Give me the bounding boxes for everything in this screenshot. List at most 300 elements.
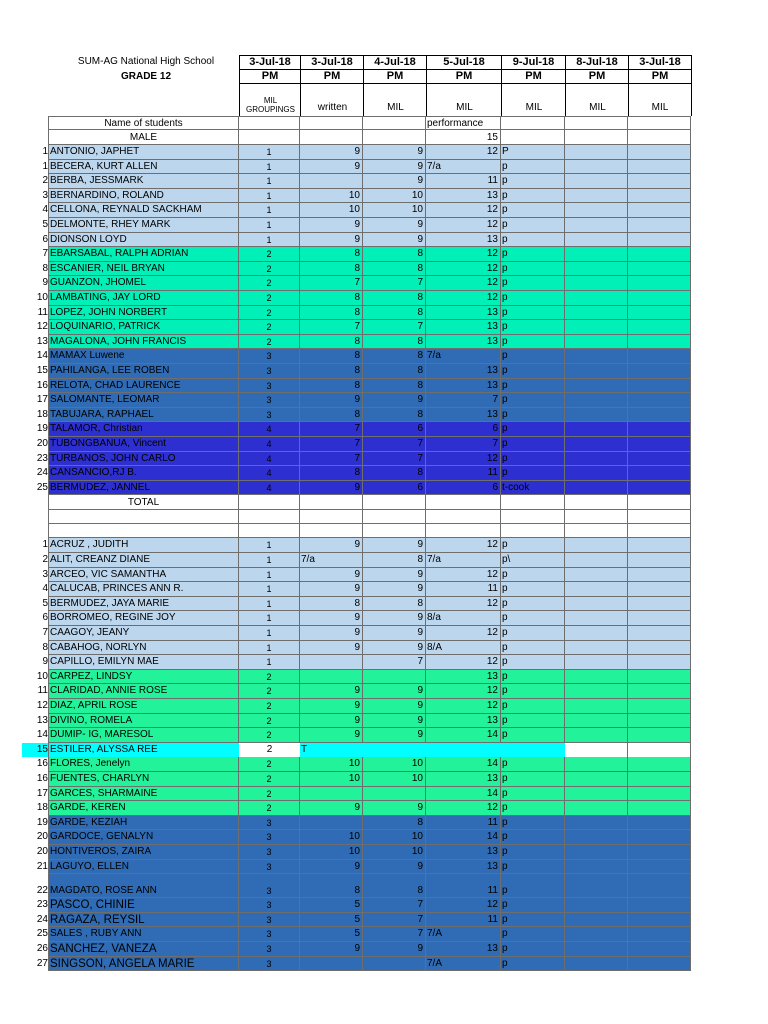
cell[interactable]	[239, 130, 300, 145]
empty-cell[interactable]	[501, 524, 565, 538]
student-name[interactable]: ACRUZ , JUDITH	[48, 538, 239, 553]
empty-cell[interactable]	[628, 772, 691, 787]
written-score[interactable]: 8	[300, 262, 363, 277]
student-name[interactable]: GARDOCE, GENALYN	[48, 830, 239, 845]
empty-cell[interactable]	[565, 860, 628, 875]
mil-score-1[interactable]: 10	[363, 845, 426, 860]
group-cell[interactable]: 3	[239, 349, 300, 364]
mil-performance-score[interactable]: 13	[426, 306, 501, 321]
cell[interactable]	[300, 116, 363, 130]
mil-score-1[interactable]: 7	[363, 276, 426, 291]
mil-score-1[interactable]: 9	[363, 641, 426, 656]
group-cell[interactable]: 4	[239, 481, 300, 496]
cell[interactable]	[239, 116, 300, 130]
group-cell[interactable]: 2	[239, 670, 300, 685]
mil-performance-score[interactable]: 13	[426, 772, 501, 787]
mil-performance-score[interactable]: 13	[426, 408, 501, 423]
empty-cell[interactable]	[628, 874, 691, 898]
empty-cell[interactable]	[565, 233, 628, 248]
mil-attendance[interactable]: p	[501, 466, 565, 481]
mil-attendance[interactable]: p	[501, 860, 565, 875]
mil-performance-score[interactable]: 11	[426, 913, 501, 928]
empty-cell[interactable]	[628, 481, 691, 496]
student-name[interactable]: DELMONTE, RHEY MARK	[48, 218, 239, 233]
mil-attendance[interactable]: p	[501, 452, 565, 467]
group-cell[interactable]: 2	[239, 699, 300, 714]
empty-cell[interactable]	[628, 801, 691, 816]
empty-cell[interactable]	[565, 320, 628, 335]
mil-performance-score[interactable]: 12	[426, 262, 501, 277]
mil-attendance[interactable]: P	[501, 145, 565, 160]
mil-score-1[interactable]: 8	[363, 597, 426, 612]
student-name[interactable]: EBARSABAL, RALPH ADRIAN	[48, 247, 239, 262]
cell[interactable]	[300, 130, 363, 145]
empty-cell[interactable]	[426, 510, 501, 524]
cell[interactable]	[363, 116, 426, 130]
group-cell[interactable]: 3	[239, 860, 300, 875]
mil-attendance[interactable]: p	[501, 957, 565, 972]
mil-attendance[interactable]: p	[501, 393, 565, 408]
cell[interactable]	[501, 130, 565, 145]
mil-attendance[interactable]: p	[501, 611, 565, 626]
empty-cell[interactable]	[565, 728, 628, 743]
empty-cell[interactable]	[565, 364, 628, 379]
written-score[interactable]: 9	[300, 942, 363, 957]
mil-attendance[interactable]: p	[501, 699, 565, 714]
empty-cell[interactable]	[628, 510, 691, 524]
mil-attendance[interactable]: p	[501, 538, 565, 553]
group-cell[interactable]: 3	[239, 364, 300, 379]
written-score[interactable]: 8	[300, 349, 363, 364]
empty-cell[interactable]	[628, 524, 691, 538]
mil-attendance[interactable]	[501, 743, 565, 758]
written-score[interactable]	[300, 787, 363, 802]
empty-cell[interactable]	[565, 927, 628, 942]
mil-attendance[interactable]: p	[501, 233, 565, 248]
written-score[interactable]: 8	[300, 306, 363, 321]
empty-cell[interactable]	[628, 957, 691, 972]
mil-attendance[interactable]: p	[501, 437, 565, 452]
group-cell[interactable]: 3	[239, 927, 300, 942]
group-cell[interactable]: 2	[239, 714, 300, 729]
empty-cell[interactable]	[628, 189, 691, 204]
mil-performance-score[interactable]: 7	[426, 437, 501, 452]
mil-attendance[interactable]: p	[501, 728, 565, 743]
empty-cell[interactable]	[565, 942, 628, 957]
empty-cell[interactable]	[565, 466, 628, 481]
mil-performance-score[interactable]: 14	[426, 757, 501, 772]
empty-cell[interactable]	[565, 276, 628, 291]
empty-cell[interactable]	[628, 262, 691, 277]
group-cell[interactable]: 1	[239, 655, 300, 670]
student-name[interactable]: LOQUINARIO, PATRICK	[48, 320, 239, 335]
empty-cell[interactable]	[628, 816, 691, 831]
mil-score-1[interactable]: 7	[363, 437, 426, 452]
empty-cell[interactable]	[628, 611, 691, 626]
mil-performance-score[interactable]: 7/A	[426, 957, 501, 972]
mil-performance-score[interactable]: 6	[426, 422, 501, 437]
mil-score-1[interactable]: 8	[363, 379, 426, 394]
mil-performance-score[interactable]: 12	[426, 597, 501, 612]
mil-attendance[interactable]: p	[501, 626, 565, 641]
student-name[interactable]: LAMBATING, JAY LORD	[48, 291, 239, 306]
group-cell[interactable]: 2	[239, 306, 300, 321]
mil-score-1[interactable]: 8	[363, 262, 426, 277]
empty-cell[interactable]	[565, 626, 628, 641]
written-score[interactable]: 10	[300, 757, 363, 772]
student-name[interactable]: SINGSON, ANGELA MARIE	[48, 957, 239, 972]
mil-performance-score[interactable]: 7/A	[426, 927, 501, 942]
written-score[interactable]: 9	[300, 860, 363, 875]
group-cell[interactable]: 2	[239, 335, 300, 350]
empty-cell[interactable]	[628, 626, 691, 641]
written-score[interactable]: 9	[300, 611, 363, 626]
cell[interactable]	[628, 116, 691, 130]
mil-score-1[interactable]: 9	[363, 860, 426, 875]
student-name[interactable]: SANCHEZ, VANEZA	[48, 942, 239, 957]
group-cell[interactable]: 1	[239, 553, 300, 568]
cell[interactable]	[565, 130, 628, 145]
written-score[interactable]: 9	[300, 481, 363, 496]
student-name[interactable]: MAGALONA, JOHN FRANCIS	[48, 335, 239, 350]
written-score[interactable]: 10	[300, 189, 363, 204]
empty-cell[interactable]	[628, 145, 691, 160]
empty-cell[interactable]	[628, 160, 691, 175]
empty-cell[interactable]	[239, 524, 300, 538]
mil-attendance[interactable]: p	[501, 787, 565, 802]
group-cell[interactable]: 2	[239, 291, 300, 306]
mil-performance-score[interactable]: 7	[426, 393, 501, 408]
mil-performance-score[interactable]: 11	[426, 466, 501, 481]
mil-attendance[interactable]: p	[501, 379, 565, 394]
student-name[interactable]: CELLONA, REYNALD SACKHAM	[48, 203, 239, 218]
empty-cell[interactable]	[565, 597, 628, 612]
mil-performance-score[interactable]: 13	[426, 942, 501, 957]
empty-cell[interactable]	[628, 422, 691, 437]
group-cell[interactable]: 2	[239, 728, 300, 743]
written-score[interactable]: 9	[300, 582, 363, 597]
mil-score-1[interactable]: 9	[363, 684, 426, 699]
empty-cell[interactable]	[628, 757, 691, 772]
mil-attendance[interactable]: p	[501, 927, 565, 942]
empty-cell[interactable]	[628, 538, 691, 553]
empty-cell[interactable]	[565, 553, 628, 568]
mil-performance-score[interactable]: 12	[426, 568, 501, 583]
student-name[interactable]: GARDE, KEREN	[48, 801, 239, 816]
mil-score-1[interactable]: 9	[363, 218, 426, 233]
empty-cell[interactable]	[565, 898, 628, 913]
mil-performance-score[interactable]: 13	[426, 335, 501, 350]
cell[interactable]	[565, 116, 628, 130]
group-cell[interactable]: 1	[239, 189, 300, 204]
group-cell[interactable]: 2	[239, 743, 300, 758]
group-cell[interactable]: 4	[239, 466, 300, 481]
written-score[interactable]: 7	[300, 422, 363, 437]
empty-cell[interactable]	[628, 393, 691, 408]
empty-cell[interactable]	[628, 276, 691, 291]
mil-attendance[interactable]: p\	[501, 553, 565, 568]
mil-performance-score[interactable]: 13	[426, 189, 501, 204]
mil-performance-score[interactable]: 13	[426, 233, 501, 248]
empty-cell[interactable]	[426, 524, 501, 538]
written-score[interactable]: 8	[300, 291, 363, 306]
student-name[interactable]: MAGDATO, ROSE ANN	[48, 874, 239, 898]
written-score[interactable]: 9	[300, 699, 363, 714]
mil-score-1[interactable]: 9	[363, 728, 426, 743]
group-cell[interactable]: 1	[239, 597, 300, 612]
empty-cell[interactable]	[565, 189, 628, 204]
written-score[interactable]: 8	[300, 874, 363, 898]
group-cell[interactable]: 1	[239, 582, 300, 597]
empty-cell[interactable]	[565, 393, 628, 408]
written-score[interactable]: 10	[300, 830, 363, 845]
mil-attendance[interactable]: p	[501, 942, 565, 957]
cell[interactable]	[628, 495, 691, 510]
empty-cell[interactable]	[565, 291, 628, 306]
mil-score-1[interactable]: 8	[363, 247, 426, 262]
empty-cell[interactable]	[628, 408, 691, 423]
written-score[interactable]: 5	[300, 913, 363, 928]
mil-performance-score[interactable]	[426, 743, 501, 758]
mil-score-1[interactable]: 7	[363, 320, 426, 335]
empty-cell[interactable]	[565, 437, 628, 452]
written-score[interactable]: 8	[300, 597, 363, 612]
student-name[interactable]: PASCO, CHINIE	[48, 898, 239, 913]
written-score[interactable]: 7	[300, 437, 363, 452]
student-name[interactable]: ESTILER, ALYSSA REE	[48, 743, 239, 758]
empty-cell[interactable]	[565, 174, 628, 189]
mil-score-1[interactable]	[363, 670, 426, 685]
cell[interactable]	[363, 130, 426, 145]
empty-cell[interactable]	[565, 611, 628, 626]
mil-attendance[interactable]: p	[501, 684, 565, 699]
mil-performance-score[interactable]: 8/a	[426, 611, 501, 626]
mil-score-1[interactable]: 8	[363, 364, 426, 379]
empty-cell[interactable]	[565, 582, 628, 597]
student-name[interactable]: MAMAX Luwene	[48, 349, 239, 364]
mil-performance-score[interactable]: 13	[426, 860, 501, 875]
mil-attendance[interactable]: p	[501, 276, 565, 291]
empty-cell[interactable]	[628, 714, 691, 729]
mil-score-1[interactable]: 9	[363, 942, 426, 957]
mil-score-1[interactable]: 7	[363, 452, 426, 467]
group-cell[interactable]: 2	[239, 801, 300, 816]
group-cell[interactable]: 1	[239, 145, 300, 160]
empty-cell[interactable]	[565, 306, 628, 321]
mil-score-1[interactable]: 10	[363, 757, 426, 772]
written-score[interactable]: 8	[300, 335, 363, 350]
mil-attendance[interactable]: p	[501, 913, 565, 928]
mil-attendance[interactable]: p	[501, 306, 565, 321]
student-name[interactable]: CARPEZ, LINDSY	[48, 670, 239, 685]
written-score[interactable]: 8	[300, 364, 363, 379]
total-label[interactable]: TOTAL	[48, 495, 239, 510]
written-score[interactable]: 7/a	[300, 553, 363, 568]
written-score[interactable]: 5	[300, 927, 363, 942]
mil-score-1[interactable]: 7	[363, 655, 426, 670]
mil-performance-score[interactable]: 12	[426, 699, 501, 714]
empty-cell[interactable]	[628, 913, 691, 928]
student-name[interactable]: CAAGOY, JEANY	[48, 626, 239, 641]
empty-cell[interactable]	[628, 437, 691, 452]
mil-attendance[interactable]: p	[501, 597, 565, 612]
mil-score-1[interactable]	[363, 957, 426, 972]
mil-score-1[interactable]: 7	[363, 898, 426, 913]
empty-cell[interactable]	[565, 408, 628, 423]
empty-cell[interactable]	[628, 335, 691, 350]
mil-attendance[interactable]: p	[501, 364, 565, 379]
written-score[interactable]: T	[300, 743, 363, 758]
written-score[interactable]: 8	[300, 379, 363, 394]
empty-cell[interactable]	[628, 728, 691, 743]
mil-score-1[interactable]: 6	[363, 422, 426, 437]
empty-cell[interactable]	[565, 801, 628, 816]
mil-performance-score[interactable]: 12	[426, 452, 501, 467]
group-cell[interactable]: 2	[239, 772, 300, 787]
mil-attendance[interactable]: p	[501, 816, 565, 831]
group-cell[interactable]: 3	[239, 393, 300, 408]
student-name[interactable]: LOPEZ, JOHN NORBERT	[48, 306, 239, 321]
empty-cell[interactable]	[628, 291, 691, 306]
empty-cell[interactable]	[565, 568, 628, 583]
empty-cell[interactable]	[628, 233, 691, 248]
mil-attendance[interactable]: p	[501, 641, 565, 656]
empty-cell[interactable]	[565, 757, 628, 772]
student-name[interactable]: BERBA, JESSMARK	[48, 174, 239, 189]
mil-performance-score[interactable]: 12	[426, 801, 501, 816]
empty-cell[interactable]	[565, 816, 628, 831]
mil-performance-score[interactable]: 7/a	[426, 553, 501, 568]
written-score[interactable]: 7	[300, 452, 363, 467]
mil-performance-score[interactable]: 12	[426, 203, 501, 218]
written-score[interactable]: 8	[300, 408, 363, 423]
empty-cell[interactable]	[565, 510, 628, 524]
written-score[interactable]: 9	[300, 714, 363, 729]
mil-performance-score[interactable]: 8/A	[426, 641, 501, 656]
student-name[interactable]: ARCEO, VIC SAMANTHA	[48, 568, 239, 583]
mil-score-1[interactable]: 9	[363, 568, 426, 583]
mil-performance-score[interactable]: 12	[426, 247, 501, 262]
empty-cell[interactable]	[565, 743, 628, 758]
empty-cell[interactable]	[628, 349, 691, 364]
cell[interactable]	[363, 495, 426, 510]
mil-score-1[interactable]: 8	[363, 553, 426, 568]
student-name[interactable]: CABAHOG, NORLYN	[48, 641, 239, 656]
empty-cell[interactable]	[565, 787, 628, 802]
mil-attendance[interactable]: p	[501, 830, 565, 845]
mil-performance-score[interactable]: 11	[426, 582, 501, 597]
empty-cell[interactable]	[628, 641, 691, 656]
empty-cell[interactable]	[565, 379, 628, 394]
name-of-students-label[interactable]: Name of students	[48, 116, 239, 130]
performance-total-value[interactable]: 15	[426, 130, 501, 145]
empty-cell[interactable]	[239, 510, 300, 524]
mil-score-1[interactable]	[363, 787, 426, 802]
empty-cell[interactable]	[628, 218, 691, 233]
mil-attendance[interactable]: p	[501, 582, 565, 597]
empty-cell[interactable]	[565, 913, 628, 928]
empty-cell[interactable]	[565, 203, 628, 218]
group-cell[interactable]: 1	[239, 641, 300, 656]
empty-cell[interactable]	[628, 306, 691, 321]
group-cell[interactable]: 3	[239, 898, 300, 913]
written-score[interactable]	[300, 174, 363, 189]
student-name[interactable]: GUANZON, JHOMEL	[48, 276, 239, 291]
mil-performance-score[interactable]: 13	[426, 714, 501, 729]
empty-cell[interactable]	[565, 218, 628, 233]
mil-attendance[interactable]: p	[501, 320, 565, 335]
written-score[interactable]: 10	[300, 772, 363, 787]
empty-cell[interactable]	[628, 364, 691, 379]
cell[interactable]	[239, 495, 300, 510]
mil-performance-score[interactable]: 6	[426, 481, 501, 496]
group-cell[interactable]: 3	[239, 942, 300, 957]
empty-cell[interactable]	[565, 452, 628, 467]
group-cell[interactable]: 2	[239, 247, 300, 262]
empty-cell[interactable]	[628, 174, 691, 189]
empty-cell[interactable]	[628, 942, 691, 957]
student-name[interactable]: ESCANIER, NEIL BRYAN	[48, 262, 239, 277]
mil-score-1[interactable]: 7	[363, 927, 426, 942]
written-score[interactable]	[300, 670, 363, 685]
empty-cell[interactable]	[565, 335, 628, 350]
student-name[interactable]: BERMUDEZ, JAYA MARIE	[48, 597, 239, 612]
mil-attendance[interactable]: p	[501, 189, 565, 204]
student-name[interactable]: BORROMEO, REGINE JOY	[48, 611, 239, 626]
group-cell[interactable]: 3	[239, 408, 300, 423]
mil-score-1[interactable]: 10	[363, 203, 426, 218]
student-name[interactable]: BECERA, KURT ALLEN	[48, 160, 239, 175]
mil-score-1[interactable]: 8	[363, 408, 426, 423]
empty-cell[interactable]	[565, 524, 628, 538]
mil-score-1[interactable]: 8	[363, 816, 426, 831]
mil-attendance[interactable]: p	[501, 772, 565, 787]
student-name[interactable]: CALUCAB, PRINCES ANN R.	[48, 582, 239, 597]
mil-score-1[interactable]: 10	[363, 189, 426, 204]
empty-cell[interactable]	[565, 714, 628, 729]
empty-cell[interactable]	[628, 830, 691, 845]
empty-cell[interactable]	[628, 845, 691, 860]
empty-cell[interactable]	[501, 510, 565, 524]
written-score[interactable]: 9	[300, 801, 363, 816]
empty-cell[interactable]	[628, 247, 691, 262]
mil-score-1[interactable]: 8	[363, 306, 426, 321]
group-cell[interactable]: 1	[239, 174, 300, 189]
mil-performance-score[interactable]: 12	[426, 626, 501, 641]
written-score[interactable]: 9	[300, 160, 363, 175]
student-name[interactable]: BERMUDEZ, JANNEL	[48, 481, 239, 496]
mil-score-1[interactable]: 8	[363, 335, 426, 350]
student-name[interactable]: ANTONIO, JAPHET	[48, 145, 239, 160]
group-cell[interactable]: 2	[239, 262, 300, 277]
mil-attendance[interactable]: p	[501, 670, 565, 685]
mil-score-1[interactable]: 10	[363, 772, 426, 787]
written-score[interactable]: 7	[300, 320, 363, 335]
empty-cell[interactable]	[628, 684, 691, 699]
mil-attendance[interactable]: p	[501, 408, 565, 423]
mil-score-1[interactable]: 9	[363, 145, 426, 160]
mil-score-1[interactable]: 9	[363, 538, 426, 553]
mil-performance-score[interactable]: 12	[426, 655, 501, 670]
mil-score-1[interactable]: 7	[363, 913, 426, 928]
mil-attendance[interactable]: p	[501, 568, 565, 583]
written-score[interactable]: 10	[300, 203, 363, 218]
student-name[interactable]: SALOMANTE, LEOMAR	[48, 393, 239, 408]
group-cell[interactable]: 1	[239, 233, 300, 248]
mil-attendance[interactable]: t-cook	[501, 481, 565, 496]
mil-performance-score[interactable]: 7/a	[426, 160, 501, 175]
mil-score-1[interactable]: 9	[363, 699, 426, 714]
